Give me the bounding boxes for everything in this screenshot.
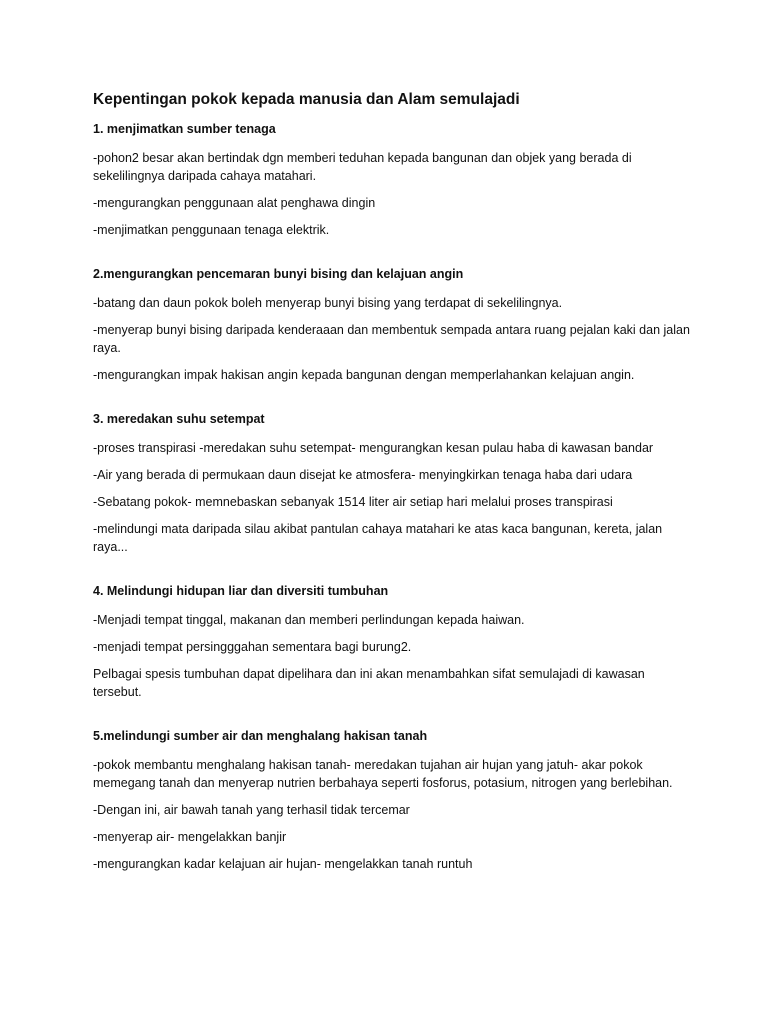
paragraph: -mengurangkan penggunaan alat penghawa dingin: [93, 196, 376, 210]
section-heading: 3. meredakan suhu setempat: [93, 412, 265, 426]
paragraph: -pohon2 besar akan bertindak dgn memberi teduhan kepada bangunan dan objek yang berada di sekelilingnya daripada cahaya matahari.: [93, 151, 632, 183]
paragraph: -melindungi mata daripada silau akibat pantulan cahaya matahari ke atas kaca bangunan, kereta, jalan raya...: [93, 522, 663, 554]
section-heading: 5.melindungi sumber air dan menghalang hakisan tanah: [93, 729, 428, 743]
document-page: [93, 90, 693, 900]
paragraph: -Air yang berada di permukaan daun disejat ke atmosfera- menyingkirkan tenaga haba dari udara: [93, 468, 633, 482]
paragraph: -pokok membantu menghalang hakisan tanah- meredakan tujahan air hujan yang jatuh- akar pokok memegang tanah dan menyerap nutrien berbahaya seperti fosforus, potasium, nitrogen yang berlebihan.: [93, 758, 673, 790]
section-1: [93, 121, 693, 239]
section-3: [93, 411, 693, 556]
section-heading: 4. Melindungi hidupan liar dan diversiti tumbuhan: [93, 584, 389, 598]
section-5: [93, 728, 693, 873]
paragraph: -mengurangkan impak hakisan angin kepada bangunan dengan memperlahankan kelajuan angin.: [93, 368, 635, 382]
paragraph: -Dengan ini, air bawah tanah yang terhasil tidak tercemar: [93, 803, 410, 817]
paragraph: -batang dan daun pokok boleh menyerap bunyi bising yang terdapat di sekelilingnya.: [93, 296, 563, 310]
paragraph: -menjimatkan penggunaan tenaga elektrik.: [93, 223, 330, 237]
document-title: Kepentingan pokok kepada manusia dan Alam semulajadi: [93, 91, 520, 108]
paragraph: -Menjadi tempat tinggal, makanan dan memberi perlindungan kepada haiwan.: [93, 613, 525, 627]
section-heading: 1. menjimatkan sumber tenaga: [93, 122, 276, 136]
section-2: [93, 266, 693, 384]
paragraph: -menyerap bunyi bising daripada kenderaaan dan membentuk sempada antara ruang pejalan kaki dan jalan raya.: [93, 323, 690, 355]
paragraph: -proses transpirasi -meredakan suhu setempat- mengurangkan kesan pulau haba di kawasan bandar: [93, 441, 654, 455]
section-4: [93, 583, 693, 701]
paragraph: -Sebatang pokok- memnebaskan sebanyak 1514 liter air setiap hari melalui proses transpirasi: [93, 495, 613, 509]
paragraph: -mengurangkan kadar kelajuan air hujan- mengelakkan tanah runtuh: [93, 857, 473, 871]
section-heading: 2.mengurangkan pencemaran bunyi bising dan kelajuan angin: [93, 267, 464, 281]
paragraph: -menyerap air- mengelakkan banjir: [93, 830, 287, 844]
paragraph: -menjadi tempat persingggahan sementara bagi burung2.: [93, 640, 412, 654]
paragraph: Pelbagai spesis tumbuhan dapat dipelihara dan ini akan menambahkan sifat semulajadi di kawasan tersebut.: [93, 667, 645, 699]
